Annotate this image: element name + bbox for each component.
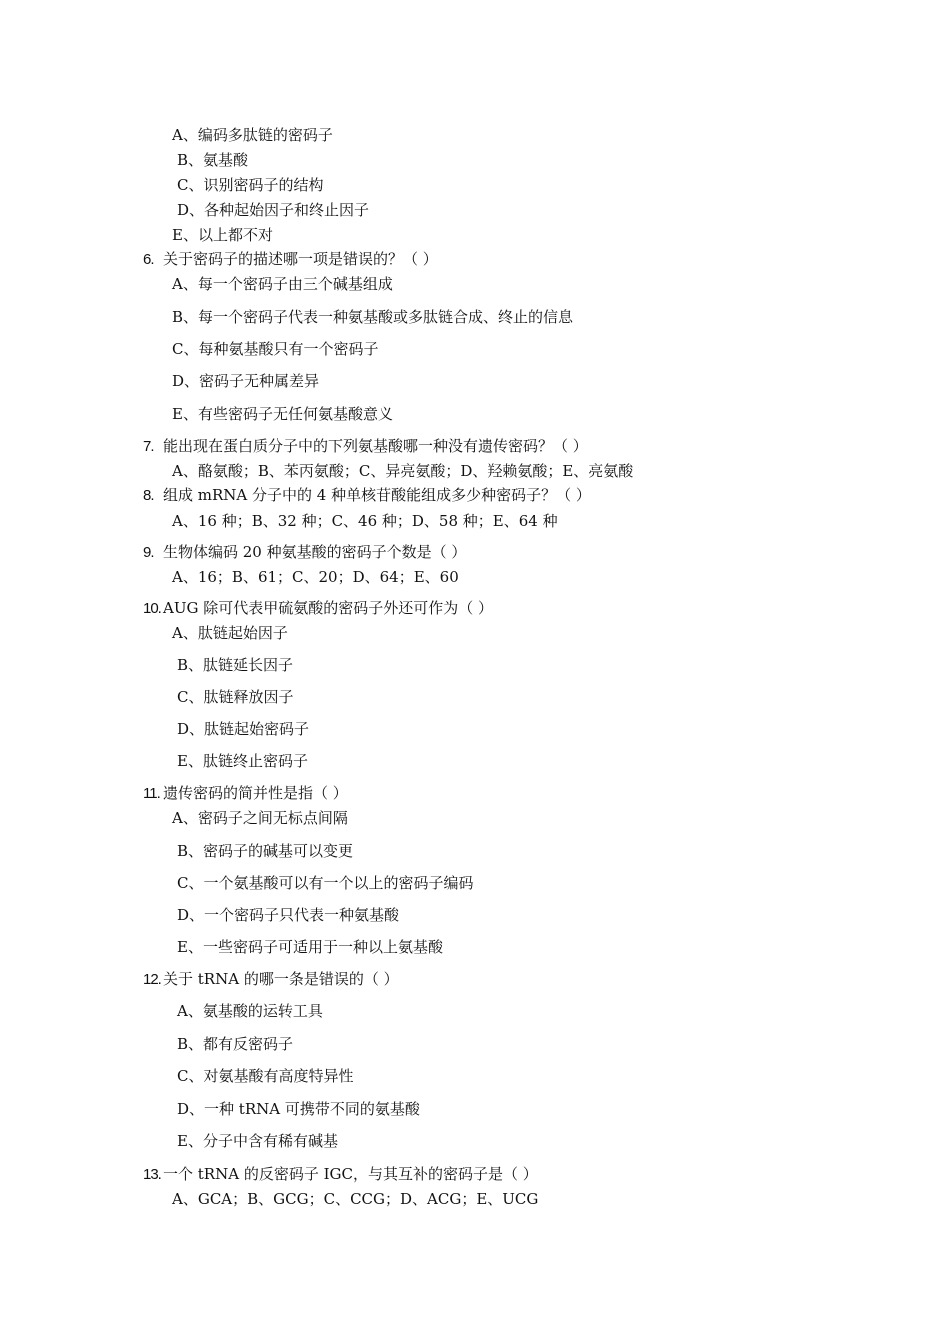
- question-text: 关于 tRNA 的哪一条是错误的（ ）: [163, 970, 399, 988]
- question-text: 组成 mRNA 分子中的 4 种单核苷酸能组成多少种密码子？（ ）: [163, 486, 591, 504]
- question-number: 8.: [143, 487, 154, 504]
- q10-option-d: D、肽链起始密码子: [177, 720, 310, 738]
- q10-option-a: A、肽链起始因子: [172, 624, 288, 642]
- q11-option-d: D、一个密码子只代表一种氨基酸: [177, 906, 400, 924]
- question-number: 12.: [143, 971, 161, 988]
- question-number: 9.: [143, 544, 154, 561]
- q12-option-b: B、都有反密码子: [177, 1035, 294, 1053]
- q13-options: A、GCA；B、GCG；C、CCG；D、ACG；E、UCG: [172, 1190, 539, 1208]
- q5-option-b: B、氨基酸: [177, 151, 249, 169]
- question-10: [143, 598, 493, 619]
- question-number: 10.: [143, 600, 161, 617]
- q11-option-c: C、一个氨基酸可以有一个以上的密码子编码: [177, 874, 474, 892]
- q11-option-e: E、一些密码子可适用于一种以上氨基酸: [177, 938, 443, 956]
- question-text: 遗传密码的简并性是指（ ）: [163, 784, 348, 802]
- q12-option-a: A、氨基酸的运转工具: [177, 1002, 323, 1020]
- q11-option-a: A、密码子之间无标点间隔: [172, 809, 348, 827]
- question-text: AUG 除可代表甲硫氨酸的密码子外还可作为（ ）: [163, 599, 493, 617]
- q5-option-d: D、各种起始因子和终止因子: [177, 201, 370, 219]
- q10-option-c: C、肽链释放因子: [177, 688, 294, 706]
- q12-option-e: E、分子中含有稀有碱基: [177, 1132, 338, 1150]
- q6-option-a: A、每一个密码子由三个碱基组成: [172, 275, 393, 293]
- q12-option-d: D、一种 tRNA 可携带不同的氨基酸: [177, 1100, 420, 1118]
- q6-option-d: D、密码子无种属差异: [172, 372, 320, 390]
- q6-option-e: E、有些密码子无任何氨基酸意义: [172, 405, 393, 423]
- question-number: 6.: [143, 251, 154, 268]
- q11-option-b: B、密码子的碱基可以变更: [177, 842, 354, 860]
- question-number: 7.: [143, 438, 154, 455]
- q5-option-a: A、编码多肽链的密码子: [172, 126, 333, 144]
- q8-options: A、16 种；B、32 种；C、46 种；D、58 种；E、64 种: [172, 512, 558, 530]
- question-13: [143, 1164, 538, 1185]
- q7-options: A、酪氨酸；B、苯丙氨酸；C、异亮氨酸；D、羟赖氨酸；E、亮氨酸: [172, 462, 634, 480]
- question-text: 关于密码子的描述哪一项是错误的？（ ）: [163, 250, 438, 268]
- question-6: [143, 249, 438, 270]
- question-12: [143, 969, 399, 990]
- q5-option-c: C、识别密码子的结构: [177, 176, 324, 194]
- question-text: 生物体编码 20 种氨基酸的密码子个数是（ ）: [163, 543, 467, 561]
- question-9: [143, 542, 466, 563]
- q9-options: A、16；B、61；C、20；D、64；E、60: [172, 568, 459, 586]
- q5-option-e: E、以上都不对: [172, 226, 273, 244]
- question-text: 一个 tRNA 的反密码子 IGC，与其互补的密码子是（ ）: [163, 1165, 538, 1183]
- q10-option-b: B、肽链延长因子: [177, 656, 294, 674]
- q6-option-b: B、每一个密码子代表一种氨基酸或多肽链合成、终止的信息: [172, 308, 574, 326]
- q12-option-c: C、对氨基酸有高度特异性: [177, 1067, 354, 1085]
- question-7: [143, 436, 588, 457]
- question-number: 13.: [143, 1166, 161, 1183]
- question-text: 能出现在蛋白质分子中的下列氨基酸哪一种没有遗传密码？（ ）: [163, 437, 588, 455]
- question-11: [143, 783, 348, 804]
- question-number: 11.: [143, 785, 160, 802]
- q6-option-c: C、每种氨基酸只有一个密码子: [172, 340, 379, 358]
- q10-option-e: E、肽链终止密码子: [177, 752, 308, 770]
- question-8: [143, 485, 591, 506]
